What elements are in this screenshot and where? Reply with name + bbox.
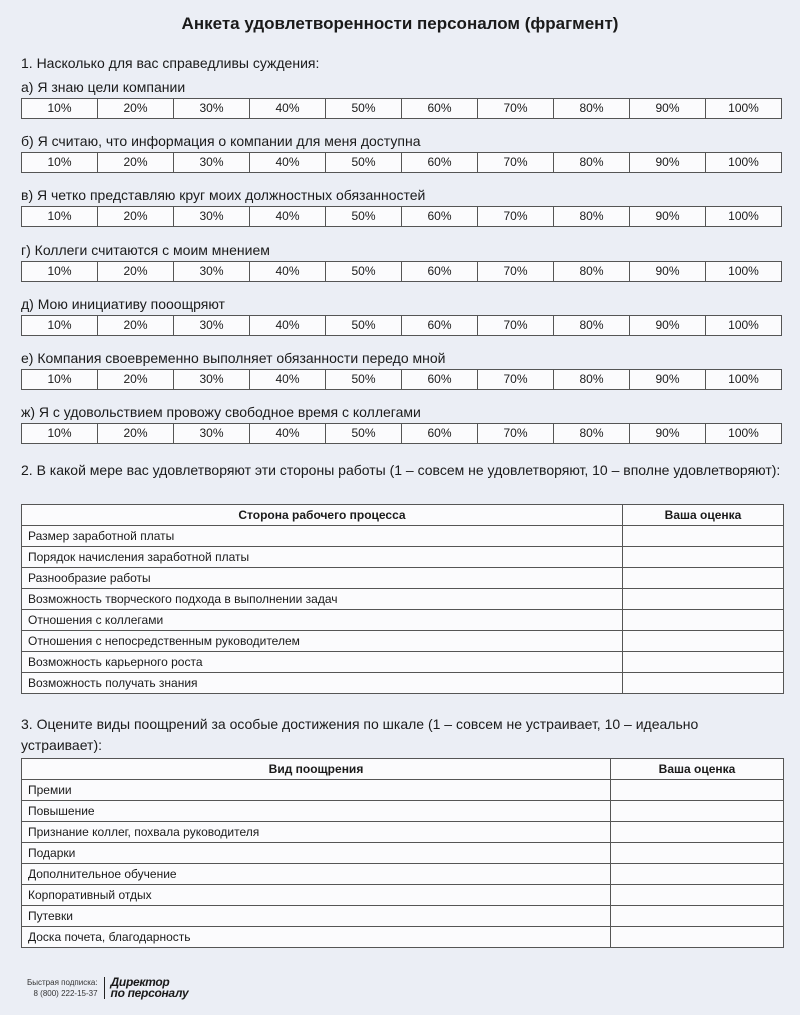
scale-option[interactable]: 30%	[173, 424, 249, 443]
scale-option[interactable]: 10%	[47, 372, 72, 386]
scale-option[interactable]: 80%	[553, 207, 629, 226]
table-row	[22, 906, 784, 927]
row-label: Дополнительное обучение	[22, 864, 611, 885]
scale-option[interactable]: 100%	[705, 370, 781, 389]
scale-option[interactable]: 100%	[705, 316, 781, 335]
scale-option[interactable]: 80%	[553, 153, 629, 172]
row-label: Разнообразие работы	[22, 568, 623, 589]
brand-logo	[111, 977, 189, 999]
table-row	[22, 801, 784, 822]
scale-option[interactable]: 30%	[173, 370, 249, 389]
question-1-heading: 1. Насколько для вас справедливы суждения:	[21, 55, 320, 71]
scale-option[interactable]: 100%	[705, 99, 781, 118]
table-row	[22, 843, 784, 864]
scale-option[interactable]: 40%	[249, 207, 325, 226]
statement-label: ж) Я с удовольствием провожу свободное время с коллегами	[21, 404, 421, 421]
scale-option[interactable]: 70%	[477, 424, 553, 443]
score-cell[interactable]	[623, 568, 784, 589]
table-row	[22, 526, 784, 547]
scale-option[interactable]: 30%	[173, 153, 249, 172]
scale-option[interactable]: 10%	[47, 426, 72, 441]
table-row	[22, 652, 784, 673]
scale-option[interactable]: 60%	[401, 316, 477, 335]
scale-option[interactable]: 70%	[477, 153, 553, 172]
score-cell[interactable]	[623, 631, 784, 652]
scale-option[interactable]: 70%	[477, 262, 553, 281]
scale-option[interactable]: 100%	[705, 207, 781, 226]
scale-option[interactable]: 20%	[97, 99, 173, 118]
percentage-scale	[21, 369, 782, 390]
scale-option[interactable]: 50%	[325, 153, 401, 172]
question-2-heading: 2. В какой мере вас удовлетворяют эти стороны работы (1 – совсем не удовлетворяют, 10 – вполне удовлетворяют):	[21, 462, 781, 478]
table-row	[22, 885, 784, 906]
scale-option[interactable]: 50%	[325, 99, 401, 118]
row-label: Признание коллег, похвала руководителя	[22, 822, 611, 843]
scale-option[interactable]: 10%	[47, 155, 72, 170]
table-header-row	[22, 759, 784, 780]
scale-option[interactable]: 20%	[97, 424, 173, 443]
row-label: Подарки	[22, 843, 611, 864]
scale-option[interactable]: 40%	[249, 99, 325, 118]
scale-option[interactable]: 90%	[629, 99, 705, 118]
score-cell[interactable]	[611, 822, 784, 843]
percentage-scale	[21, 206, 782, 227]
percentage-scale	[21, 152, 782, 173]
scale-option[interactable]: 80%	[553, 370, 629, 389]
statement-label: б) Я считаю, что информация о компании для меня доступна	[21, 133, 421, 150]
scale-option[interactable]: 20%	[97, 262, 173, 281]
row-label: Размер заработной платы	[22, 526, 623, 547]
table-row	[22, 780, 784, 801]
scale-option[interactable]: 80%	[553, 99, 629, 118]
subscription-contact	[27, 977, 98, 999]
table-row	[22, 589, 784, 610]
scale-option[interactable]: 20%	[97, 153, 173, 172]
scale-option[interactable]: 40%	[249, 424, 325, 443]
scale-option[interactable]: 70%	[477, 370, 553, 389]
footer	[27, 977, 188, 999]
question-2-table	[21, 504, 784, 694]
scale-option[interactable]: 70%	[477, 207, 553, 226]
scale-option[interactable]: 50%	[325, 262, 401, 281]
scale-option[interactable]: 30%	[173, 99, 249, 118]
scale-option[interactable]: 90%	[629, 424, 705, 443]
score-cell[interactable]	[611, 780, 784, 801]
table-row	[22, 547, 784, 568]
scale-option[interactable]: 90%	[629, 207, 705, 226]
score-cell[interactable]	[623, 589, 784, 610]
score-cell[interactable]	[623, 673, 784, 694]
statement-label: е) Компания своевременно выполняет обязанности передо мной	[21, 350, 446, 366]
scale-option[interactable]: 80%	[553, 262, 629, 281]
scale-option[interactable]: 40%	[249, 370, 325, 389]
row-label: Возможность творческого подхода в выполнении задач	[22, 589, 623, 610]
scale-option[interactable]: 40%	[249, 153, 325, 172]
scale-option[interactable]: 60%	[401, 370, 477, 389]
score-cell[interactable]	[611, 864, 784, 885]
page-title: Анкета удовлетворенности персоналом (фрагмент)	[181, 14, 619, 33]
scale-option[interactable]: 60%	[401, 207, 477, 226]
row-label: Возможность карьерного роста	[22, 652, 623, 673]
row-label: Отношения с коллегами	[22, 610, 623, 631]
score-cell[interactable]	[611, 843, 784, 864]
scale-option[interactable]: 40%	[249, 316, 325, 335]
column-header-reward: Вид поощрения	[22, 759, 611, 780]
table-row	[22, 610, 784, 631]
phone-number: 8 (800) 222-15-37	[33, 989, 98, 998]
row-label: Премии	[22, 780, 611, 801]
row-label: Доска почета, благодарность	[22, 927, 611, 948]
scale-option[interactable]: 30%	[173, 262, 249, 281]
scale-option[interactable]: 30%	[173, 316, 249, 335]
scale-option[interactable]: 10%	[47, 101, 72, 115]
row-label: Возможность получать знания	[22, 673, 623, 694]
scale-option[interactable]: 20%	[97, 207, 173, 226]
scale-option[interactable]: 100%	[705, 424, 781, 443]
scale-option[interactable]: 90%	[629, 262, 705, 281]
scale-option[interactable]: 60%	[401, 99, 477, 118]
scale-option[interactable]: 40%	[249, 262, 325, 281]
statement-label: г) Коллеги считаются с моим мнением	[21, 241, 270, 258]
column-header-aspect: Сторона рабочего процесса	[22, 505, 623, 526]
score-cell[interactable]	[623, 526, 784, 547]
table-header-row	[22, 505, 784, 526]
statement-label: в) Я четко представляю круг моих должностных обязанностей	[21, 187, 426, 204]
scale-option[interactable]: 50%	[325, 316, 401, 335]
scale-option[interactable]: 10%	[47, 317, 72, 332]
scale-option[interactable]: 70%	[477, 316, 553, 335]
scale-option[interactable]: 10%	[47, 209, 72, 224]
scale-option[interactable]: 20%	[97, 316, 173, 335]
percentage-scale	[21, 315, 782, 336]
table-row	[22, 673, 784, 694]
row-label: Отношения с непосредственным руководителем	[22, 631, 623, 652]
percentage-scale	[21, 98, 782, 119]
table-row	[22, 864, 784, 885]
statement-label: д) Мою инициативу пооощряют	[21, 295, 225, 312]
statement-label: а) Я знаю цели компании	[21, 79, 186, 95]
scale-option[interactable]: 20%	[97, 370, 173, 389]
score-cell[interactable]	[611, 885, 784, 906]
percentage-scale	[21, 423, 782, 444]
footer-divider	[104, 977, 105, 999]
scale-option[interactable]: 90%	[629, 370, 705, 389]
score-cell[interactable]	[623, 652, 784, 673]
question-3-table	[21, 758, 784, 948]
scale-option[interactable]: 60%	[401, 153, 477, 172]
scale-option[interactable]: 70%	[477, 99, 553, 118]
table-row	[22, 631, 784, 652]
scale-option[interactable]: 50%	[325, 424, 401, 443]
scale-option[interactable]: 90%	[629, 316, 705, 335]
column-header-score: Ваша оценка	[611, 759, 784, 780]
score-cell[interactable]	[623, 547, 784, 568]
subscribe-label: Быстрая подписка:	[27, 978, 98, 987]
brand-line-2: по персоналу	[110, 986, 189, 1000]
score-cell[interactable]	[611, 801, 784, 822]
column-header-score: Ваша оценка	[623, 505, 784, 526]
row-label: Повышение	[22, 801, 611, 822]
brand-line-1: Директор	[110, 975, 170, 989]
scale-option[interactable]: 100%	[705, 262, 781, 281]
scale-option[interactable]: 90%	[629, 153, 705, 172]
scale-option[interactable]: 80%	[553, 424, 629, 443]
percentage-scale	[21, 261, 782, 282]
table-row	[22, 822, 784, 843]
scale-option[interactable]: 60%	[401, 262, 477, 281]
row-label: Путевки	[22, 906, 611, 927]
scale-option[interactable]: 50%	[325, 370, 401, 389]
score-cell[interactable]	[611, 906, 784, 927]
table-row	[22, 927, 784, 948]
scale-option[interactable]: 10%	[47, 263, 72, 278]
table-row	[22, 568, 784, 589]
scale-option[interactable]: 100%	[705, 153, 781, 172]
row-label: Корпоративный отдых	[22, 885, 611, 906]
scale-option[interactable]: 80%	[553, 316, 629, 335]
question-3-heading: 3. Оцените виды поощрений за особые достижения по шкале (1 – совсем не устраивает, 10 – идеально устраивает):	[21, 716, 699, 753]
score-cell[interactable]	[611, 927, 784, 948]
scale-option[interactable]: 60%	[401, 424, 477, 443]
scale-option[interactable]: 50%	[325, 207, 401, 226]
score-cell[interactable]	[623, 610, 784, 631]
scale-option[interactable]: 30%	[173, 207, 249, 226]
row-label: Порядок начисления заработной платы	[22, 547, 623, 568]
